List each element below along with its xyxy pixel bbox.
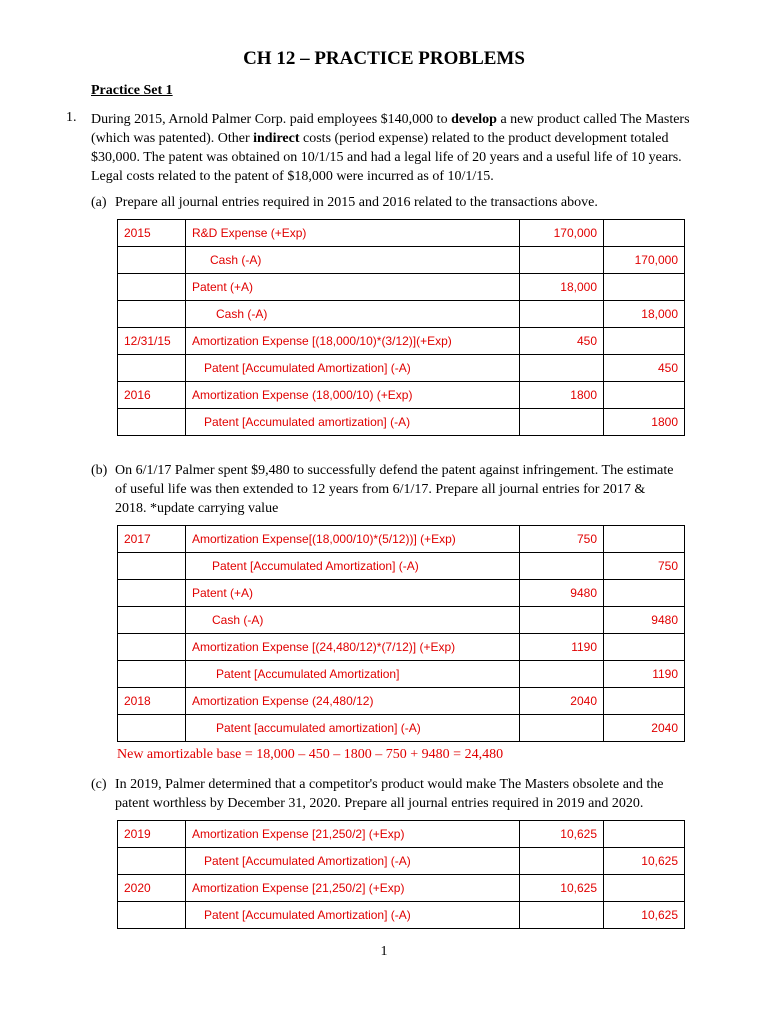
account-name	[186, 382, 520, 409]
entry-date	[118, 409, 186, 436]
credit-amount	[604, 715, 685, 742]
problem-number: 1.	[66, 110, 77, 125]
journal-row	[118, 715, 685, 742]
debit-amount	[520, 274, 604, 301]
journal-row	[118, 553, 685, 580]
debit-amount	[520, 409, 604, 436]
part-c-text: In 2019, Palmer determined that a competitor's product would make The Masters obsolete and the patent worthless by December 31, 2020. Prepare all journal entries required in 2019 and 2020.	[115, 777, 664, 811]
debit-amount-text: 750	[576, 532, 597, 546]
credit-amount	[604, 634, 685, 661]
debit-amount	[520, 634, 604, 661]
debit-amount-text: 10,625	[560, 827, 597, 841]
account-name	[186, 580, 520, 607]
journal-row	[118, 409, 685, 436]
credit-amount	[604, 328, 685, 355]
credit-amount-text: 170,000	[634, 253, 678, 267]
problem-text-segment: During 2015, Arnold Palmer Corp. paid employees $140,000 to	[91, 112, 452, 127]
credit-amount-text: 450	[657, 361, 678, 375]
part-b-text: On 6/1/17 Palmer spent $9,480 to successfully defend the patent against infringement. The estimate of useful life was then extended to 12 years from 6/1/17. Prepare all journal entries for 2017 & 2018. *update carrying value	[115, 463, 674, 516]
journal-table-c	[117, 820, 685, 929]
problem-text-segment: costs (period expense) related to the product development totaled $30,000. The patent was obtained on 10/1/15 and had a legal life of 20 years and a useful life of 10 years. Legal costs related to the patent of $18,000 were incurred as of 10/1/15.	[91, 131, 682, 184]
credit-amount	[604, 580, 685, 607]
entry-date	[118, 553, 186, 580]
part-b-label: (b)	[91, 463, 108, 478]
account-name-text: Amortization Expense [(18,000/10)*(3/12)](+Exp)	[192, 334, 452, 348]
credit-amount	[604, 607, 685, 634]
debit-amount	[520, 875, 604, 902]
account-name-text: Patent [Accumulated Amortization] (-A)	[204, 908, 411, 922]
debit-amount	[520, 553, 604, 580]
credit-amount	[604, 661, 685, 688]
entry-date-text: 2017	[124, 532, 151, 546]
journal-row	[118, 688, 685, 715]
credit-amount	[604, 247, 685, 274]
account-name	[186, 409, 520, 436]
account-name-text: Patent (+A)	[192, 586, 254, 600]
entry-date	[118, 382, 186, 409]
account-name-text: Amortization Expense [21,250/2] (+Exp)	[192, 881, 405, 895]
debit-amount-text: 10,625	[560, 881, 597, 895]
account-name	[186, 274, 520, 301]
credit-amount-text: 18,000	[641, 307, 678, 321]
journal-row	[118, 580, 685, 607]
account-name-text: Patent (+A)	[192, 280, 254, 294]
entry-date	[118, 355, 186, 382]
account-name	[186, 875, 520, 902]
part-b-prompt	[91, 461, 691, 518]
credit-amount	[604, 848, 685, 875]
entry-date-text: 2016	[124, 388, 151, 402]
account-name	[186, 553, 520, 580]
journal-row	[118, 821, 685, 848]
debit-amount-text: 18,000	[560, 280, 597, 294]
debit-amount	[520, 526, 604, 553]
debit-amount	[520, 580, 604, 607]
problem-statement	[91, 110, 691, 186]
account-name	[186, 247, 520, 274]
entry-date-text: 2015	[124, 226, 151, 240]
journal-row	[118, 328, 685, 355]
credit-amount-text: 1800	[651, 415, 678, 429]
credit-amount-text: 10,625	[641, 854, 678, 868]
account-name	[186, 328, 520, 355]
debit-amount-text: 1800	[570, 388, 597, 402]
entry-date-text: 12/31/15	[124, 334, 171, 348]
account-name	[186, 848, 520, 875]
account-name-text: Patent [Accumulated Amortization] (-A)	[204, 854, 411, 868]
account-name-text: Patent [Accumulated Amortization] (-A)	[204, 361, 411, 375]
journal-row	[118, 902, 685, 929]
account-name	[186, 607, 520, 634]
account-name-text: Patent [Accumulated Amortization] (-A)	[212, 559, 419, 573]
debit-amount	[520, 247, 604, 274]
journal-row	[118, 274, 685, 301]
credit-amount-text: 10,625	[641, 908, 678, 922]
account-name	[186, 526, 520, 553]
debit-amount-text: 9480	[570, 586, 597, 600]
debit-amount	[520, 301, 604, 328]
debit-amount-text: 2040	[570, 694, 597, 708]
account-name	[186, 821, 520, 848]
credit-amount	[604, 301, 685, 328]
entry-date-text: 2018	[124, 694, 151, 708]
credit-amount-text: 750	[657, 559, 678, 573]
journal-row	[118, 301, 685, 328]
entry-date	[118, 220, 186, 247]
credit-amount	[604, 553, 685, 580]
entry-date	[118, 821, 186, 848]
credit-amount	[604, 220, 685, 247]
debit-amount	[520, 382, 604, 409]
account-name	[186, 220, 520, 247]
account-name-text: R&D Expense (+Exp)	[192, 226, 307, 240]
journal-row	[118, 382, 685, 409]
credit-amount-text: 2040	[651, 721, 678, 735]
debit-amount	[520, 848, 604, 875]
entry-date	[118, 274, 186, 301]
entry-date	[118, 301, 186, 328]
part-a-text: Prepare all journal entries required in 2015 and 2016 related to the transactions above.	[115, 195, 598, 210]
debit-amount	[520, 661, 604, 688]
credit-amount	[604, 526, 685, 553]
entry-date	[118, 526, 186, 553]
journal-row	[118, 875, 685, 902]
page-number: 1	[380, 944, 388, 959]
credit-amount	[604, 821, 685, 848]
entry-date	[118, 902, 186, 929]
debit-amount	[520, 902, 604, 929]
account-name	[186, 688, 520, 715]
entry-date	[118, 715, 186, 742]
account-name-text: Patent [accumulated amortization] (-A)	[216, 721, 421, 735]
credit-amount	[604, 688, 685, 715]
credit-amount	[604, 409, 685, 436]
entry-date	[118, 688, 186, 715]
page-title: CH 12 – PRACTICE PROBLEMS	[243, 48, 525, 69]
entry-date	[118, 607, 186, 634]
account-name-text: Cash (-A)	[212, 613, 264, 627]
part-c-label: (c)	[91, 777, 107, 792]
journal-row	[118, 634, 685, 661]
entry-date-text: 2020	[124, 881, 151, 895]
account-name	[186, 634, 520, 661]
debit-amount-text: 1190	[571, 640, 597, 654]
debit-amount-text: 170,000	[553, 226, 597, 240]
account-name	[186, 902, 520, 929]
account-name-text: Amortization Expense[(18,000/10)*(5/12))] (+Exp)	[192, 532, 456, 546]
problem-text-segment: develop	[451, 112, 497, 127]
account-name-text: Patent [Accumulated Amortization]	[216, 667, 400, 681]
journal-table-b	[117, 525, 685, 742]
entry-date	[118, 661, 186, 688]
entry-date	[118, 247, 186, 274]
part-c-prompt	[91, 775, 691, 813]
journal-row	[118, 607, 685, 634]
debit-amount	[520, 715, 604, 742]
account-name-text: Amortization Expense (18,000/10) (+Exp)	[192, 388, 413, 402]
problem-text-segment: a new product called The Masters (which was patented). Other	[91, 112, 690, 146]
account-name-text: Patent [Accumulated amortization] (-A)	[204, 415, 411, 429]
entry-date	[118, 848, 186, 875]
journal-row	[118, 526, 685, 553]
entry-date	[118, 580, 186, 607]
credit-amount	[604, 902, 685, 929]
problem-text-segment: indirect	[253, 131, 300, 146]
account-name-text: Cash (-A)	[216, 307, 268, 321]
entry-date	[118, 634, 186, 661]
account-name	[186, 715, 520, 742]
journal-table-a	[117, 219, 685, 436]
credit-amount	[604, 274, 685, 301]
account-name-text: Amortization Expense (24,480/12)	[192, 694, 374, 708]
credit-amount	[604, 382, 685, 409]
journal-row	[118, 355, 685, 382]
credit-amount	[604, 875, 685, 902]
credit-amount-text: 9480	[651, 613, 678, 627]
account-name	[186, 661, 520, 688]
debit-amount	[520, 607, 604, 634]
journal-row	[118, 247, 685, 274]
part-a-prompt	[91, 193, 691, 212]
account-name-text: Cash (-A)	[210, 253, 262, 267]
journal-row	[118, 848, 685, 875]
journal-row	[118, 661, 685, 688]
entry-date-text: 2019	[124, 827, 151, 841]
amortizable-base-note: New amortizable base = 18,000 – 450 – 1800 – 750 + 9480 = 24,480	[117, 747, 504, 762]
credit-amount-text: 1190	[652, 667, 678, 681]
account-name-text: Amortization Expense [(24,480/12)*(7/12)] (+Exp)	[192, 640, 456, 654]
account-name-text: Amortization Expense [21,250/2] (+Exp)	[192, 827, 405, 841]
debit-amount	[520, 821, 604, 848]
entry-date	[118, 875, 186, 902]
debit-amount-text: 450	[576, 334, 597, 348]
part-a-label: (a)	[91, 195, 107, 210]
account-name	[186, 355, 520, 382]
account-name	[186, 301, 520, 328]
debit-amount	[520, 220, 604, 247]
credit-amount	[604, 355, 685, 382]
debit-amount	[520, 355, 604, 382]
practice-set-heading: Practice Set 1	[91, 83, 173, 98]
debit-amount	[520, 688, 604, 715]
journal-row	[118, 220, 685, 247]
debit-amount	[520, 328, 604, 355]
entry-date	[118, 328, 186, 355]
